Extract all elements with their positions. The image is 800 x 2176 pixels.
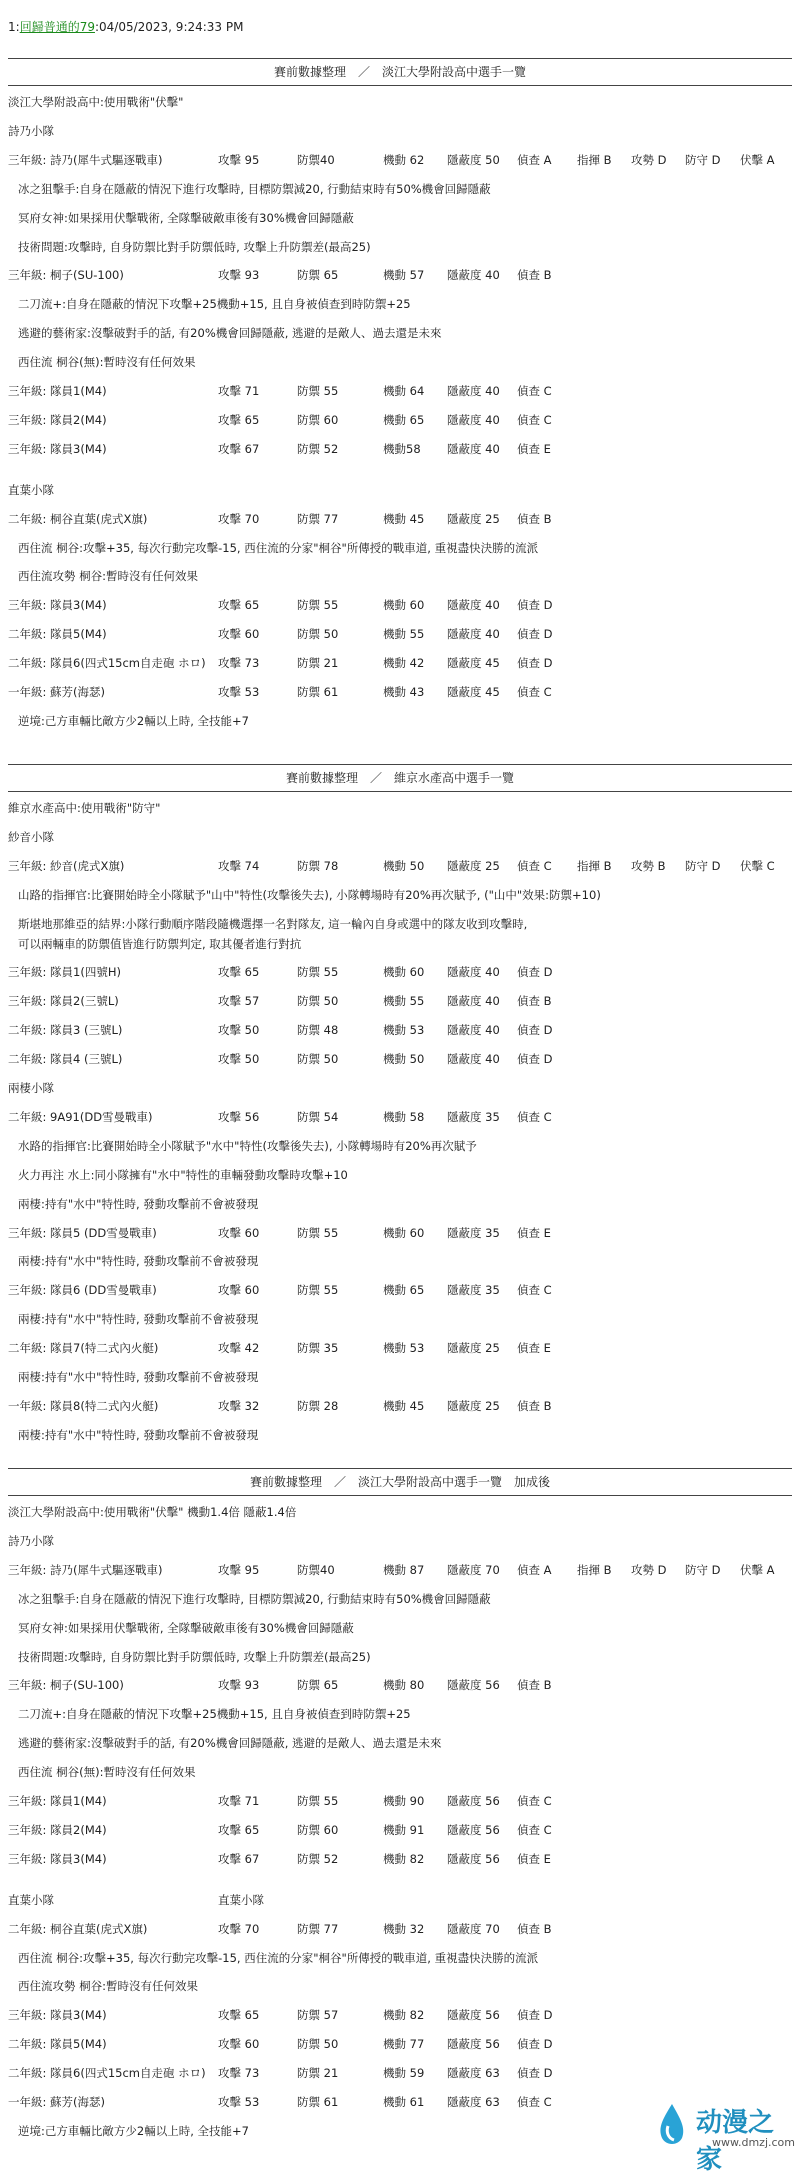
stat-cell: 隱蔽度 56 [447,2008,500,2023]
stat-cell: 隱蔽度 45 [447,656,500,671]
skill-text: 冥府女神:如果採用伏擊戰術, 全隊擊破敵車後有30%機會回歸隱蔽 [18,1620,354,1635]
logo-text: 动漫之家 [696,2108,775,2175]
skill-text: 西住流 桐谷(無):暫時沒有任何效果 [18,1765,196,1780]
skill-text: 兩棲:持有"水中"特性時, 發動攻擊前不會被發現 [18,1254,259,1269]
stat-cell: 攻擊 65 [218,1822,260,1837]
member-name: 二年級: 隊員5(M4) [8,2037,107,2052]
skill-text: 斯堪地那維亞的結界:小隊行動順序階段隨機選擇一名對隊友, 這一輪內自身或選中的隊友收到攻擊時, [18,916,528,931]
member-name: 三年級: 詩乃(犀牛式驅逐戰車) [8,1562,163,1577]
stat-cell: 偵查 B [517,511,552,526]
stat-cell: 防禦 55 [297,965,339,980]
skill-text: 火力再注 水上:同小隊擁有"水中"特性的車輛發動攻擊時攻擊+10 [18,1167,348,1182]
stat-cell: 防禦40 [297,152,335,167]
stat-cell: 防禦 21 [297,2066,339,2081]
stat-cell: 攻勢 D [631,1562,667,1577]
stat-cell: 攻擊 70 [218,1921,260,1936]
stat-cell: 偵查 B [517,1921,552,1936]
stat-cell: 機動 45 [383,511,425,526]
stat-cell: 偵查 E [517,1225,551,1240]
member-name: 一年級: 隊員8(特二式內火艇) [8,1398,159,1413]
member-name: 三年級: 隊員3(M4) [8,598,107,613]
stat-cell: 機動 82 [383,1851,425,1866]
stat-cell: 偵查 B [517,1678,552,1693]
author-link[interactable]: 回歸普通的79 [19,20,95,34]
skill-text: 冥府女神:如果採用伏擊戰術, 全隊擊破敵車後有30%機會回歸隱蔽 [18,210,354,225]
stat-cell: 攻擊 93 [218,268,260,283]
skill-text: 水路的指揮官:比賽開始時全小隊賦予"水中"特性(攻擊後失去), 小隊轉場時有20%再次賦予 [18,1138,477,1153]
stat-cell: 攻擊 50 [218,1052,260,1067]
stat-cell: 偵查 B [517,1398,552,1413]
stat-cell: 偵查 C [517,1109,552,1124]
stat-cell: 防禦 55 [297,1283,339,1298]
stat-cell: 隱蔽度 40 [447,598,500,613]
text-line: 詩乃小隊 [8,123,54,138]
section-title: 賽前數據整理 ／ 淡江大學附設高中選手一覽 加成後 [8,1468,792,1496]
member-name: 三年級: 隊員3(M4) [8,1851,107,1866]
text-line: 紗音小隊 [8,829,54,844]
stat-cell: 機動 60 [383,965,425,980]
stat-cell: 隱蔽度 56 [447,1678,500,1693]
stat-cell: 隱蔽度 40 [447,627,500,642]
stat-cell: 機動 53 [383,1341,425,1356]
stat-cell: 隱蔽度 40 [447,412,500,427]
stat-cell: 攻擊 73 [218,656,260,671]
stat-cell: 機動 55 [383,627,425,642]
member-name: 三年級: 隊員5 (DD雪曼戰車) [8,1225,157,1240]
skill-text: 可以兩輛車的防禦值皆進行防禦判定, 取其優者進行對抗 [18,936,302,951]
stat-cell: 攻擊 60 [218,627,260,642]
stat-cell: 偵查 D [517,598,553,613]
member-name: 三年級: 詩乃(犀牛式驅逐戰車) [8,152,163,167]
text-line: 維京水產高中:使用戰術"防守" [8,801,161,815]
stat-cell: 機動 32 [383,1921,425,1936]
stat-cell: 防禦 54 [297,1109,339,1124]
stat-cell: 機動 55 [383,994,425,1009]
stat-cell: 攻擊 53 [218,685,260,699]
stat-cell: 防禦 61 [297,2095,339,2109]
stat-cell: 攻勢 B [631,858,666,873]
stat-cell: 偵查 A [517,1562,552,1577]
stat-cell: 隱蔽度 56 [447,1794,500,1808]
stat-cell: 機動 65 [383,1283,425,1298]
skill-text: 逆境:己方車輛比敵方少2輛以上時, 全技能+7 [18,2123,249,2138]
stat-cell: 隱蔽度 25 [447,858,500,873]
stat-cell: 機動 77 [383,2037,425,2052]
site-watermark [652,2100,797,2175]
logo-url: www.dmzj.com [712,2136,795,2149]
stat-cell: 機動 60 [383,1225,425,1240]
stat-cell: 機動 53 [383,1023,425,1038]
logo-icon [652,2100,692,2150]
stat-cell: 防禦 21 [297,656,339,671]
skill-text: 兩棲:持有"水中"特性時, 發動攻擊前不會被發現 [18,1370,259,1384]
post-time: :04/05/2023, 9:24:33 PM [94,20,244,34]
stat-cell: 機動 80 [383,1678,425,1693]
stat-cell: 攻擊 67 [218,441,260,456]
stat-cell: 防禦 52 [297,441,339,456]
stat-cell: 隱蔽度 40 [447,268,500,283]
member-name: 二年級: 隊員4 (三號L) [8,1052,123,1067]
stat-cell: 機動 42 [383,656,425,671]
stat-cell: 偵查 C [517,858,552,873]
text-line: 詩乃小隊 [8,1533,54,1548]
skill-text: 兩棲:持有"水中"特性時, 發動攻擊前不會被發現 [18,1196,259,1211]
stat-cell: 偵查 D [517,965,553,980]
stat-cell: 偵查 C [517,2095,552,2109]
stat-cell: 偵查 D [517,2008,553,2023]
stat-cell: 隱蔽度 40 [447,965,500,980]
stat-cell: 機動 60 [383,598,425,613]
stat-cell: 隱蔽度 25 [447,1398,500,1413]
stat-cell: 防守 D [685,858,721,873]
text-line: 直葉小隊 [8,482,54,497]
stat-cell: 隱蔽度 70 [447,1921,500,1936]
skill-text: 逃避的藝術家:沒擊破對手的話, 有20%機會回歸隱蔽, 逃避的是敵人、過去還是未來 [18,326,442,341]
stat-cell: 偵查 B [517,994,552,1009]
stat-cell: 攻擊 95 [218,1562,260,1577]
stat-cell: 機動 50 [383,858,425,873]
member-name: 三年級: 隊員2(M4) [8,412,107,427]
skill-text: 逆境:己方車輛比敵方少2輛以上時, 全技能+7 [18,713,249,728]
stat-cell: 機動 87 [383,1562,425,1577]
stat-cell: 指揮 B [577,1562,612,1577]
stat-cell: 防禦 55 [297,1225,339,1240]
member-name: 三年級: 紗音(虎式X旗) [8,858,125,873]
skill-text: 逃避的藝術家:沒擊破對手的話, 有20%機會回歸隱蔽, 逃避的是敵人、過去還是未來 [18,1736,442,1751]
stat-cell: 隱蔽度 35 [447,1225,500,1240]
stat-cell: 偵查 C [517,685,552,699]
stat-cell: 伏擊 C [740,858,775,873]
stat-cell: 機動 82 [383,2008,425,2023]
stat-cell: 偵查 E [517,1341,551,1356]
stat-cell: 攻擊 71 [218,1794,260,1808]
stat-cell: 攻擊 60 [218,1283,260,1298]
stat-cell: 隱蔽度 35 [447,1283,500,1298]
stat-cell: 攻擊 50 [218,1023,260,1038]
stat-cell: 防禦 77 [297,1921,339,1936]
stat-cell: 機動 62 [383,152,425,167]
stat-cell: 攻擊 53 [218,2095,260,2109]
member-name: 三年級: 隊員6 (DD雪曼戰車) [8,1283,157,1298]
text-line: 淡江大學附設高中:使用戰術"伏擊" 機動1.4倍 隱蔽1.4倍 [8,1505,297,1519]
stat-cell: 機動 61 [383,2095,425,2109]
stat-cell: 機動 58 [383,1109,425,1124]
stat-cell: 偵查 D [517,2066,553,2081]
stat-cell: 攻擊 60 [218,1225,260,1240]
stat-cell: 機動 64 [383,384,425,398]
stat-cell: 直葉小隊 [218,1892,264,1907]
skill-text: 西住流 桐谷:攻擊+35, 每次行動完攻擊-15, 西住流的分家"桐谷"所傳授的戰車道, 重視盡快決勝的流派 [18,540,539,555]
stat-cell: 防禦 77 [297,511,339,526]
text-line: 淡江大學附設高中:使用戰術"伏擊" [8,95,184,109]
section-title: 賽前數據整理 ／ 維京水產高中選手一覽 [8,764,792,792]
stat-cell: 攻擊 71 [218,384,260,398]
stat-cell: 防禦 61 [297,685,339,699]
stat-cell: 隱蔽度 25 [447,511,500,526]
stat-cell: 隱蔽度 63 [447,2066,500,2081]
stat-cell: 攻擊 73 [218,2066,260,2081]
member-name: 一年級: 蘇芳(海瑟) [8,685,106,699]
skill-text: 兩棲:持有"水中"特性時, 發動攻擊前不會被發現 [18,1312,259,1327]
stat-cell: 攻擊 93 [218,1678,260,1693]
stat-cell: 防禦 55 [297,1794,339,1808]
stat-cell: 防守 D [685,152,721,167]
stat-cell: 防守 D [685,1562,721,1577]
stat-cell: 防禦 65 [297,268,339,283]
stat-cell: 攻擊 70 [218,511,260,526]
stat-cell: 伏擊 A [740,152,775,167]
stat-cell: 隱蔽度 40 [447,384,500,398]
stat-cell: 防禦 65 [297,1678,339,1693]
skill-text: 西住流 桐谷(無):暫時沒有任何效果 [18,355,196,370]
stat-cell: 機動 45 [383,1398,425,1413]
member-name: 三年級: 隊員1(M4) [8,384,107,398]
stat-cell: 防禦 50 [297,1052,339,1067]
stat-cell: 偵查 C [517,384,552,398]
stat-cell: 偵查 C [517,1794,552,1808]
stat-cell: 防禦 50 [297,994,339,1009]
skill-text: 冰之狙擊手:自身在隱蔽的情況下進行攻擊時, 目標防禦減20, 行動結束時有50%機會回歸隱蔽 [18,1591,491,1606]
member-name: 二年級: 9A91(DD雪曼戰車) [8,1109,153,1124]
stat-cell: 機動 57 [383,268,425,283]
stat-cell: 指揮 B [577,858,612,873]
stat-cell: 攻擊 95 [218,152,260,167]
member-name: 三年級: 隊員2(M4) [8,1822,107,1837]
stat-cell: 防禦40 [297,1562,335,1577]
skill-text: 西住流 桐谷:攻擊+35, 每次行動完攻擊-15, 西住流的分家"桐谷"所傳授的戰車道, 重視盡快決勝的流派 [18,1950,539,1965]
stat-cell: 偵查 E [517,1851,551,1866]
stat-cell: 隱蔽度 40 [447,1052,500,1067]
stat-cell: 防禦 60 [297,412,339,427]
stat-cell: 隱蔽度 56 [447,1822,500,1837]
stat-cell: 防禦 57 [297,2008,339,2023]
stat-cell: 機動 91 [383,1822,425,1837]
stat-cell: 偵查 D [517,627,553,642]
member-name: 三年級: 隊員1(四號H) [8,965,121,980]
skill-text: 技術問題:攻擊時, 自身防禦比對手防禦低時, 攻擊上升防禦差(最高25) [18,1649,371,1664]
stat-cell: 機動 90 [383,1794,425,1808]
stat-cell: 隱蔽度 25 [447,1341,500,1356]
stat-cell: 隱蔽度 35 [447,1109,500,1124]
member-name: 一年級: 蘇芳(海瑟) [8,2095,106,2109]
stat-cell: 攻擊 67 [218,1851,260,1866]
stat-cell: 機動 43 [383,685,425,699]
member-name: 三年級: 桐子(SU-100) [8,268,124,283]
stat-cell: 防禦 35 [297,1341,339,1356]
stat-cell: 攻擊 60 [218,2037,260,2052]
stat-cell: 隱蔽度 50 [447,152,500,167]
stat-cell: 偵查 D [517,1052,553,1067]
stat-cell: 防禦 50 [297,2037,339,2052]
stat-cell: 機動 65 [383,412,425,427]
stat-cell: 偵查 B [517,268,552,283]
member-name: 二年級: 隊員3 (三號L) [8,1023,123,1038]
stat-cell: 防禦 50 [297,627,339,642]
stat-cell: 攻擊 65 [218,965,260,980]
member-name: 二年級: 桐谷直葉(虎式X旗) [8,1921,148,1936]
stat-cell: 防禦 55 [297,598,339,613]
stat-cell: 偵查 D [517,1023,553,1038]
member-name: 三年級: 隊員2(三號L) [8,994,119,1009]
skill-text: 冰之狙擊手:自身在隱蔽的情況下進行攻擊時, 目標防禦減20, 行動結束時有50%機會回歸隱蔽 [18,181,491,196]
member-name: 三年級: 隊員3(M4) [8,2008,107,2023]
stat-cell: 隱蔽度 40 [447,994,500,1009]
post-header [8,18,243,35]
stat-cell: 伏擊 A [740,1562,775,1577]
stat-cell: 攻擊 65 [218,412,260,427]
stat-cell: 攻擊 32 [218,1398,260,1413]
text-line: 兩棲小隊 [8,1081,54,1095]
member-name: 三年級: 隊員1(M4) [8,1794,107,1808]
stat-cell: 防禦 55 [297,384,339,398]
stat-cell: 防禦 48 [297,1023,339,1038]
stat-cell: 隱蔽度 45 [447,685,500,699]
member-name: 二年級: 隊員7(特二式內火艇) [8,1341,159,1356]
stat-cell: 隱蔽度 40 [447,1023,500,1038]
stat-cell: 防禦 52 [297,1851,339,1866]
skill-text: 山路的指揮官:比賽開始時全小隊賦予"山中"特性(攻擊後失去), 小隊轉場時有20%再次賦予, ("山中"效果:防禦+10) [18,887,601,902]
member-name: 三年級: 隊員3(M4) [8,441,107,456]
stat-cell: 機動 59 [383,2066,425,2081]
stat-cell: 隱蔽度 56 [447,2037,500,2052]
stat-cell: 偵查 D [517,656,553,671]
stat-cell: 偵查 C [517,412,552,427]
post-index: 1: [8,20,20,34]
stat-cell: 隱蔽度 56 [447,1851,500,1866]
member-name: 直葉小隊 [8,1892,54,1907]
stat-cell: 隱蔽度 63 [447,2095,500,2109]
skill-text: 西住流攻勢 桐谷:暫時沒有任何效果 [18,569,199,584]
stat-cell: 攻勢 D [631,152,667,167]
stat-cell: 偵查 D [517,2037,553,2052]
stat-cell: 攻擊 65 [218,2008,260,2023]
section-title: 賽前數據整理 ／ 淡江大學附設高中選手一覽 [8,58,792,86]
stat-cell: 防禦 28 [297,1398,339,1413]
skill-text: 技術問題:攻擊時, 自身防禦比對手防禦低時, 攻擊上升防禦差(最高25) [18,239,371,254]
stat-cell: 隱蔽度 70 [447,1562,500,1577]
stat-cell: 隱蔽度 40 [447,441,500,456]
stat-cell: 攻擊 65 [218,598,260,613]
stat-cell: 防禦 60 [297,1822,339,1837]
member-name: 三年級: 桐子(SU-100) [8,1678,124,1693]
skill-text: 西住流攻勢 桐谷:暫時沒有任何效果 [18,1979,199,1994]
stat-cell: 攻擊 56 [218,1109,260,1124]
skill-text: 二刀流+:自身在隱蔽的情況下攻擊+25機動+15, 且自身被偵查到時防禦+25 [18,297,411,312]
stat-cell: 攻擊 42 [218,1341,260,1356]
member-name: 二年級: 桐谷直葉(虎式X旗) [8,511,148,526]
stat-cell: 偵查 C [517,1283,552,1298]
stat-cell: 偵查 E [517,441,551,456]
skill-text: 兩棲:持有"水中"特性時, 發動攻擊前不會被發現 [18,1427,259,1442]
stat-cell: 指揮 B [577,152,612,167]
member-name: 二年級: 隊員5(M4) [8,627,107,642]
member-name: 二年級: 隊員6(四式15cm自走砲 ホロ) [8,656,206,671]
member-name: 二年級: 隊員6(四式15cm自走砲 ホロ) [8,2066,206,2081]
stat-cell: 攻擊 74 [218,858,260,873]
stat-cell: 機動 50 [383,1052,425,1067]
stat-cell: 防禦 78 [297,858,339,873]
skill-text: 二刀流+:自身在隱蔽的情況下攻擊+25機動+15, 且自身被偵查到時防禦+25 [18,1707,411,1722]
stat-cell: 攻擊 57 [218,994,260,1009]
stat-cell: 偵查 C [517,1822,552,1837]
stat-cell: 偵查 A [517,152,552,167]
stat-cell: 機動58 [383,441,421,456]
